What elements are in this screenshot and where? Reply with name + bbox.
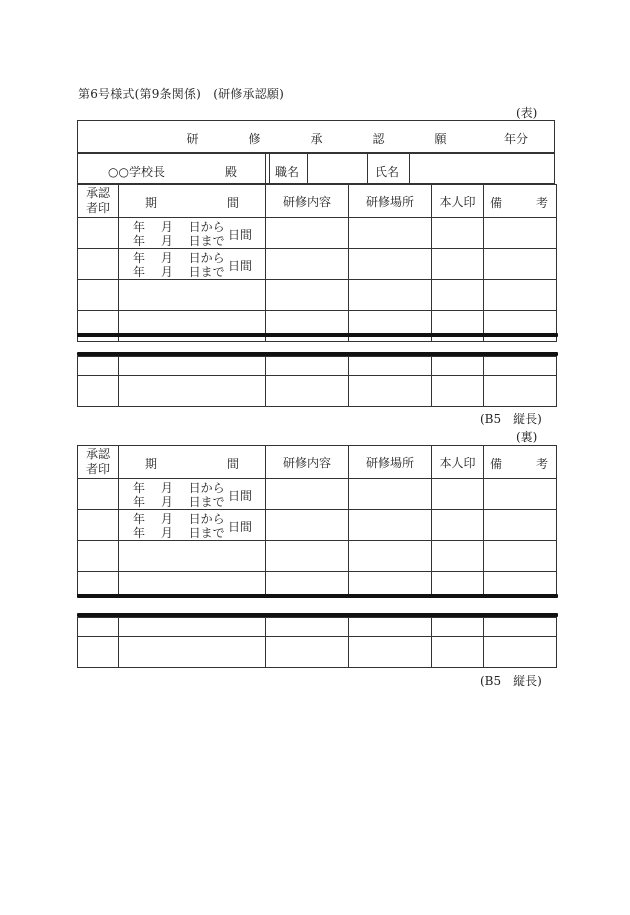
table-row [78,357,557,376]
approver-seal-cell[interactable] [78,249,119,280]
place-cell[interactable] [349,249,432,280]
front-side-label: (表) [516,106,538,120]
divider [367,154,368,183]
table-row [78,376,557,407]
period-header: 期 間 [119,446,266,479]
remarks-header: 備 考 [484,185,557,218]
form-heading: 研 修 承 認 願 [186,132,466,146]
divider [307,154,308,183]
place-cell[interactable] [349,218,432,249]
table-row [78,618,557,637]
period-header: 期 間 [119,185,266,218]
table-row [78,218,557,249]
content-cell[interactable] [266,479,349,510]
content-cell[interactable] [266,249,349,280]
back-side-label: (裏) [516,430,538,444]
content-cell[interactable] [266,510,349,541]
content-header: 研修内容 [266,185,349,218]
paper-size-label: (B5 縦長) [480,412,542,426]
front-training-table [77,184,557,342]
table-row [78,280,557,311]
approver-seal-header: 承認 者印 [78,446,119,479]
post-label: 職名 [275,165,300,179]
table-header-row [78,446,557,479]
title-row [78,121,554,154]
place-header: 研修場所 [349,185,432,218]
omission-break-top [77,594,558,598]
content-header: 研修内容 [266,446,349,479]
name-label: 氏名 [375,165,400,179]
table-row [78,637,557,668]
table-header-row [78,185,557,218]
seal-header: 本人印 [432,446,484,479]
divider [409,154,410,183]
remarks-header: 備 考 [484,446,557,479]
place-header: 研修場所 [349,446,432,479]
divider [265,154,266,183]
seal-cell[interactable] [432,218,484,249]
content-cell[interactable] [266,218,349,249]
seal-header: 本人印 [432,185,484,218]
addressee-row [78,154,554,183]
seal-cell[interactable] [432,510,484,541]
remarks-cell[interactable] [484,218,557,249]
back-training-table [77,445,557,595]
period-cell[interactable]: 年 月 日から 年 月 日まで 日間 [119,479,266,510]
period-cell[interactable]: 年 月 日から 年 月 日まで 日間 [119,249,266,280]
approver-seal-cell[interactable] [78,510,119,541]
approver-seal-cell[interactable] [78,479,119,510]
honorific-label: 殿 [225,165,238,179]
table-row [78,249,557,280]
table-row [78,572,557,595]
period-cell[interactable]: 年 月 日から 年 月 日まで 日間 [119,218,266,249]
place-cell[interactable] [349,479,432,510]
remarks-cell[interactable] [484,479,557,510]
table-row [78,479,557,510]
remarks-cell[interactable] [484,249,557,280]
paper-size-label: (B5 縦長) [480,674,542,688]
year-portion-label: 年分 [503,132,528,146]
approver-seal-header: 承認 者印 [78,185,119,218]
front-training-table-continued [77,356,557,407]
school-principal-label: ○○学校長 [108,165,165,179]
period-cell[interactable]: 年 月 日から 年 月 日まで 日間 [119,510,266,541]
omission-break-top [77,333,558,337]
remarks-cell[interactable] [484,510,557,541]
back-training-table-continued [77,617,557,668]
place-cell[interactable] [349,510,432,541]
divider [269,154,270,183]
form-title: 第6号様式(第9条関係) (研修承認願) [78,87,284,101]
approver-seal-cell[interactable] [78,218,119,249]
table-row [78,541,557,572]
application-header [77,120,555,184]
table-row [78,510,557,541]
seal-cell[interactable] [432,249,484,280]
seal-cell[interactable] [432,479,484,510]
